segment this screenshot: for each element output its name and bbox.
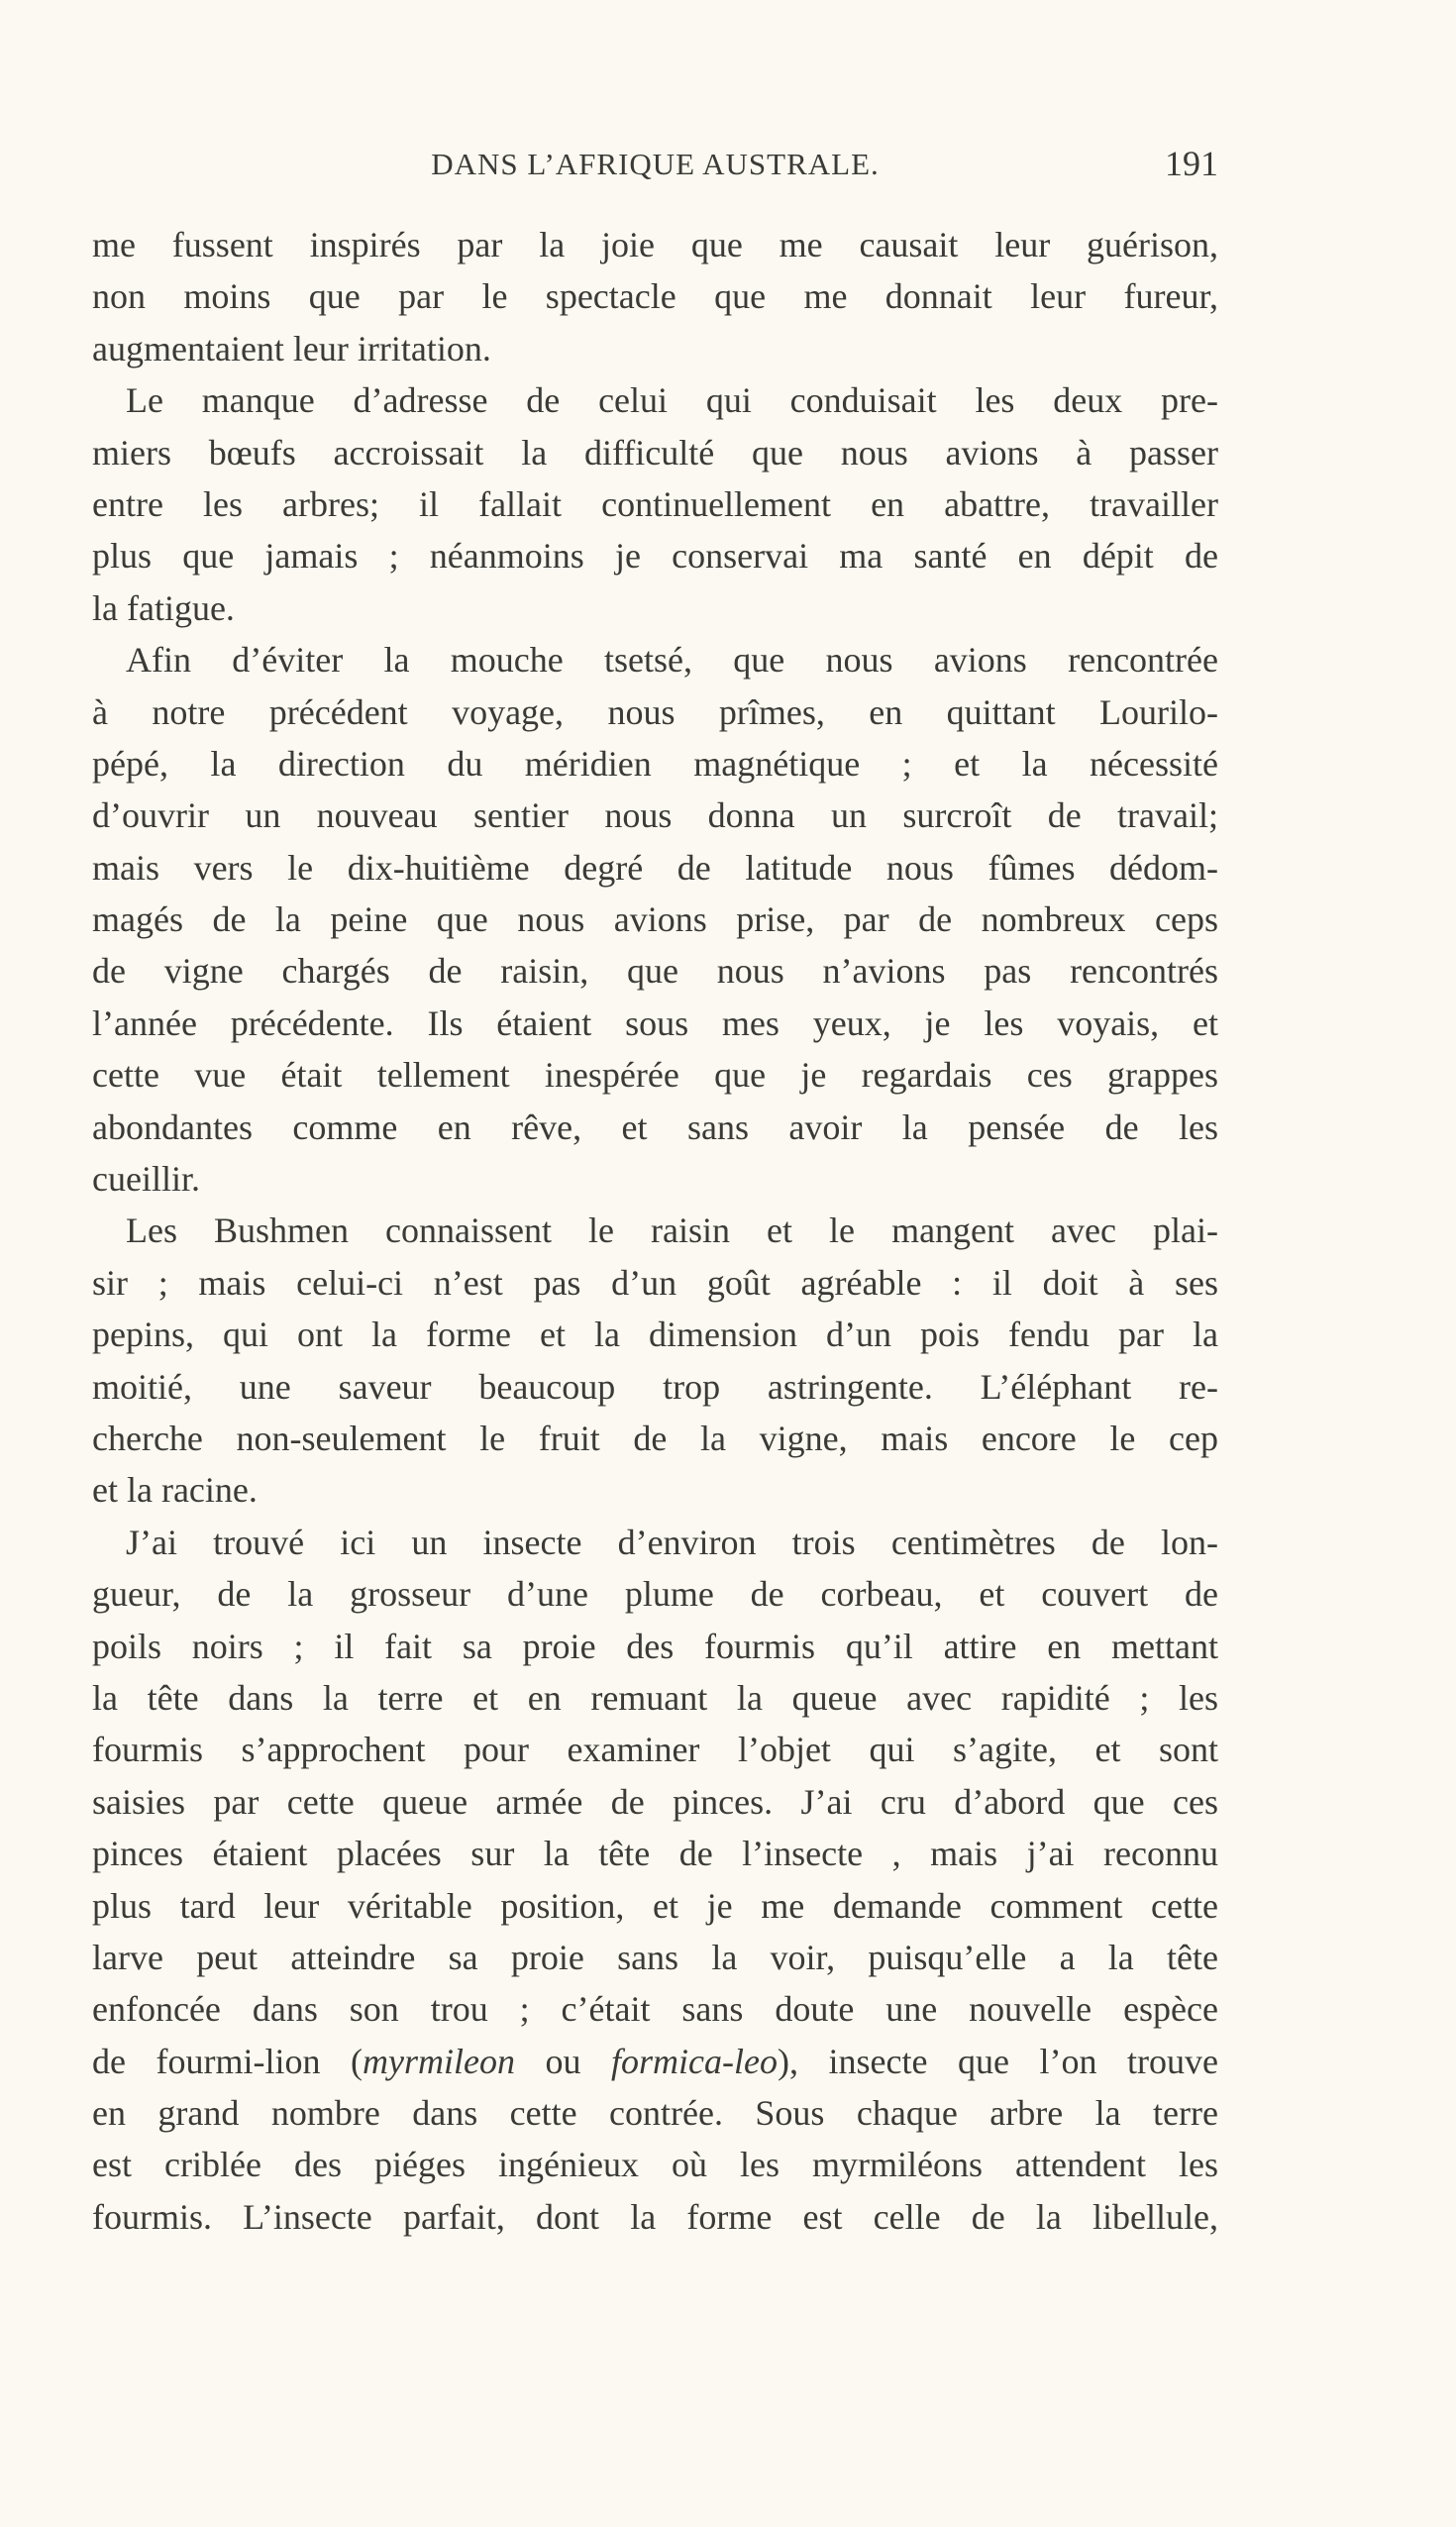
text-line: d’ouvrir un nouveau sentier nous donna un surcroît de travail; <box>92 795 1218 836</box>
text-line: la fatigue. <box>92 587 235 628</box>
text-line: est criblée des piéges ingénieux où les myrmiléons attendent les <box>92 2145 1218 2185</box>
text-line: en grand nombre dans cette contrée. Sous chaque arbre la terre <box>92 2093 1218 2134</box>
text-line: saisies par cette queue armée de pinces. J’ai cru d’abord que ces <box>92 1781 1218 1822</box>
text-line: cette vue était tellement inespérée que je regardais ces grappes <box>92 1055 1218 1096</box>
italic-term: myrmileon <box>363 2041 515 2081</box>
text-line: sir ; mais celui-ci n’est pas d’un goût agréable : il doit à ses <box>92 1262 1218 1303</box>
text-line: magés de la peine que nous avions prise, par de nombreux ceps <box>92 899 1218 940</box>
text-line: plus que jamais ; néanmoins je conservai ma santé en dépit de <box>92 536 1218 577</box>
text-line: entre les arbres; il fallait continuellement en abattre, travailler <box>92 483 1218 524</box>
text-line: larve peut atteindre sa proie sans la voir, puisqu’elle a la tête <box>92 1937 1218 1977</box>
text-line: plus tard leur véritable position, et je me demande comment cette <box>92 1885 1218 1926</box>
text-line: fourmis s’approchent pour examiner l’objet qui s’agite, et sont <box>92 1730 1218 1770</box>
text-line: poils noirs ; il fait sa proie des fourmis qu’il attire en mettant <box>92 1626 1218 1666</box>
paragraph <box>92 1517 1218 2243</box>
text-line: cherche non-seulement le fruit de la vigne, mais encore le cep <box>92 1418 1218 1458</box>
text-line: mais vers le dix-huitième degré de latitude nous fûmes dédom- <box>92 847 1218 888</box>
paragraph <box>92 1205 1218 1516</box>
text-line: Le manque d’adresse de celui qui conduisait les deux pre- <box>126 380 1218 421</box>
page-header <box>92 139 1218 188</box>
text-line: abondantes comme en rêve, et sans avoir la pensée de les <box>92 1106 1218 1147</box>
text-segment: de fourmi-lion ( <box>92 2041 363 2081</box>
text-line: augmentaient leur irritation. <box>92 328 491 369</box>
text-segment: ou <box>514 2041 612 2081</box>
text-line: la tête dans la terre et en remuant la queue avec rapidité ; les <box>92 1677 1218 1718</box>
text-line: non moins que par le spectacle que me donnait leur fureur, <box>92 276 1218 317</box>
text-line: pépé, la direction du méridien magnétique ; et la nécessité <box>92 743 1218 784</box>
text-line: cueillir. <box>92 1159 200 1200</box>
text-line: et la racine. <box>92 1470 258 1511</box>
text-line: fourmis. L’insecte parfait, dont la forme est celle de la libellule, <box>92 2196 1218 2237</box>
text-segment: ), insecte que l’on trouve <box>778 2041 1218 2081</box>
page-body <box>92 219 1218 2243</box>
text-line: gueur, de la grosseur d’une plume de corbeau, et couvert de <box>92 1574 1218 1615</box>
text-line: l’année précédente. Ils étaient sous mes yeux, je les voyais, et <box>92 1002 1218 1043</box>
page-number: 191 <box>1165 144 1218 183</box>
paragraph <box>92 374 1218 634</box>
paragraph <box>92 634 1218 1205</box>
text-line: à notre précédent voyage, nous prîmes, en quittant Lourilo- <box>92 691 1218 732</box>
running-title: DANS L’AFRIQUE AUSTRALE. <box>431 147 880 181</box>
text-line: de vigne chargés de raisin, que nous n’avions pas rencontrés <box>92 951 1218 992</box>
text-line: moitié, une saveur beaucoup trop astringente. L’éléphant re- <box>92 1366 1218 1407</box>
text-line: pinces étaient placées sur la tête de l’insecte , mais j’ai reconnu <box>92 1834 1218 1874</box>
text-line: miers bœufs accroissait la difficulté que nous avions à passer <box>92 432 1218 473</box>
text-line <box>92 2036 1218 2087</box>
italic-term: formica-leo <box>611 2041 778 2081</box>
text-line: pepins, qui ont la forme et la dimension d’un pois fendu par la <box>92 1315 1218 1355</box>
text-line: me fussent inspirés par la joie que me causait leur guérison, <box>92 225 1218 264</box>
paragraph <box>92 219 1218 374</box>
text-line: enfoncée dans son trou ; c’était sans doute une nouvelle espèce <box>92 1989 1218 2030</box>
text-line: Afin d’éviter la mouche tsetsé, que nous avions rencontrée <box>126 640 1218 681</box>
text-line: J’ai trouvé ici un insecte d’environ trois centimètres de lon- <box>126 1522 1218 1562</box>
text-line: Les Bushmen connaissent le raisin et le mangent avec plai- <box>126 1211 1218 1251</box>
